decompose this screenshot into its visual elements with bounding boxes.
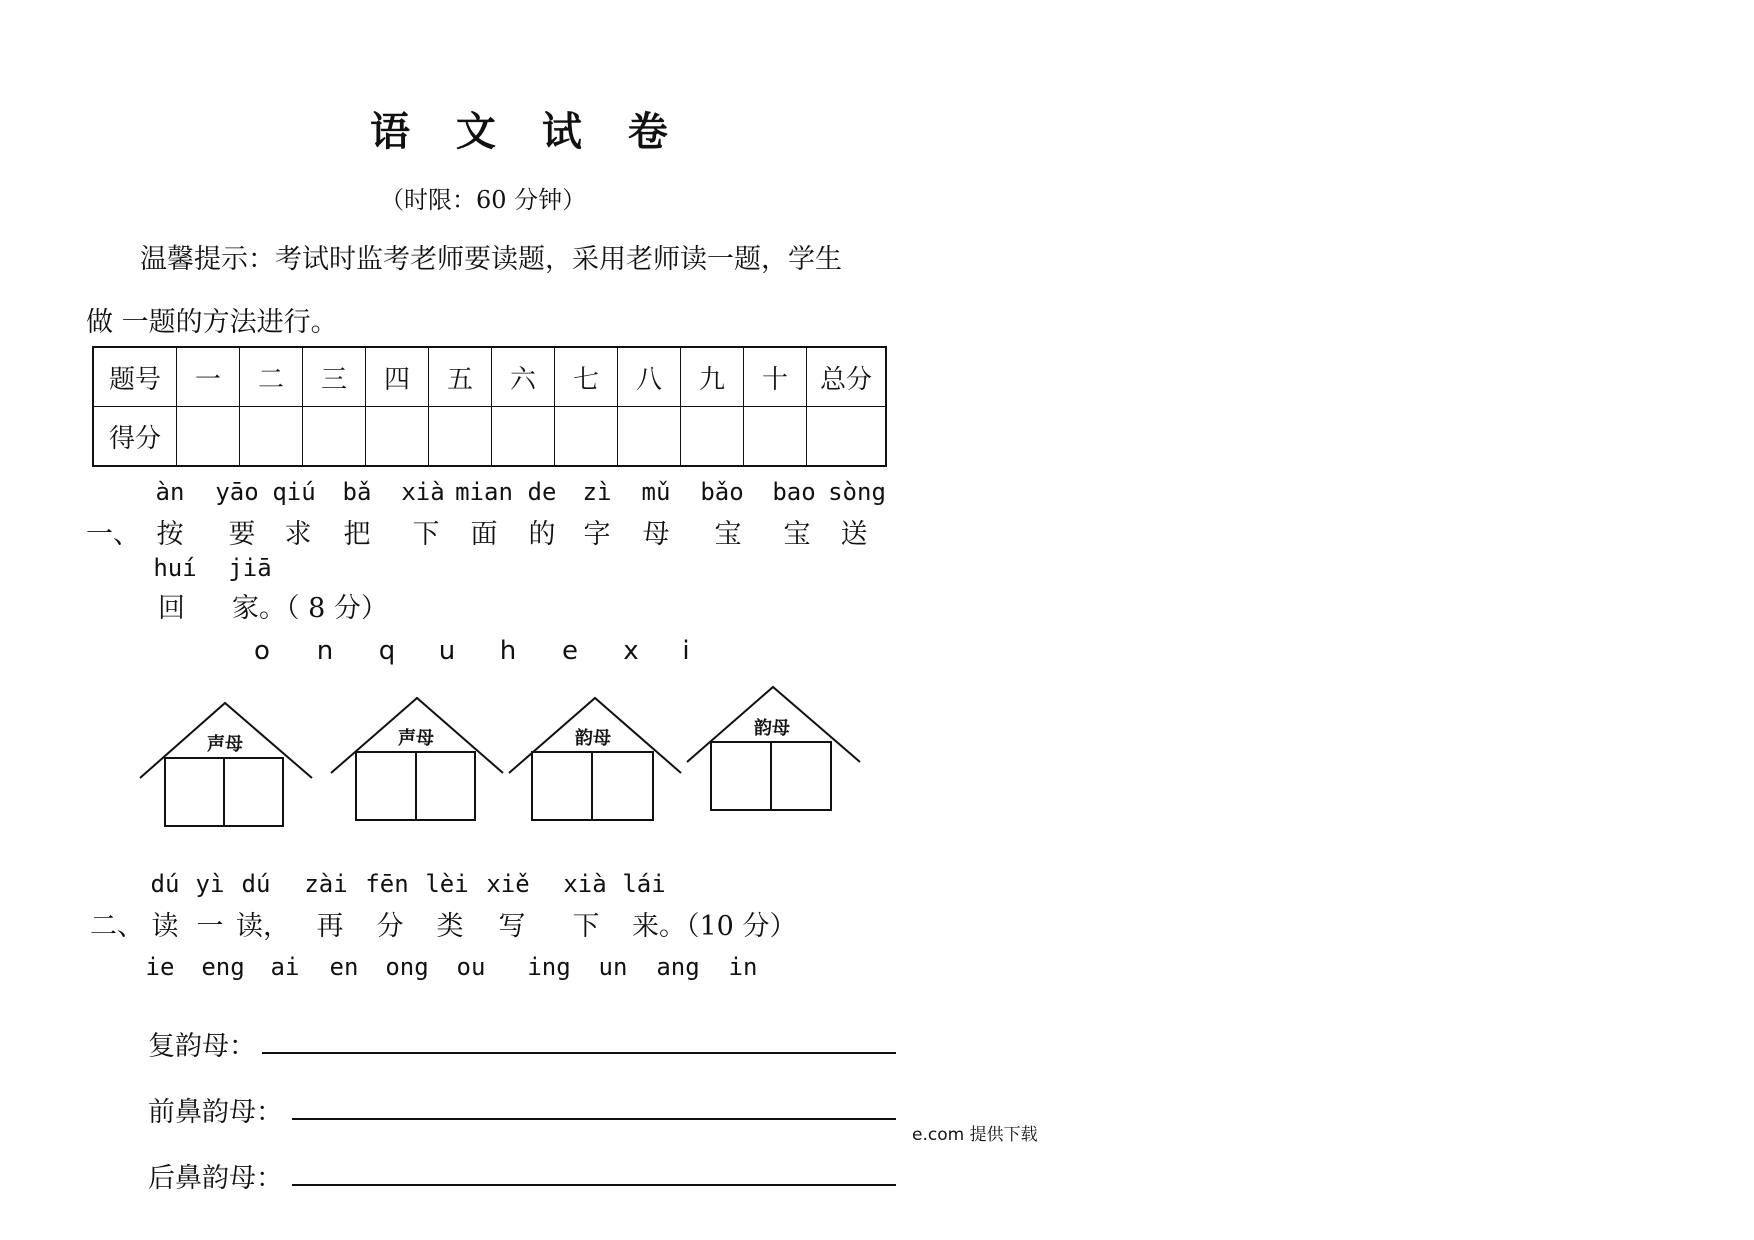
pinyin: xià bbox=[563, 870, 607, 898]
question-1-number: 一、 bbox=[86, 519, 140, 550]
exam-title: 语 文 试 卷 bbox=[370, 108, 684, 155]
pinyin: dú bbox=[241, 870, 271, 898]
character: 再 bbox=[316, 911, 344, 942]
question-number-cell: 二 bbox=[240, 347, 303, 407]
letter: x bbox=[623, 636, 639, 666]
pinyin: zì bbox=[582, 478, 612, 506]
pinyin: huí bbox=[153, 554, 197, 582]
pinyin: bǎ bbox=[342, 478, 372, 506]
header-label-cell: 题号 bbox=[93, 347, 177, 407]
question-2-number: 二、 bbox=[90, 911, 144, 942]
fill-label-front-nasal-finals: 前鼻韵母： bbox=[148, 1097, 283, 1128]
time-limit: （时限：60 分钟） bbox=[380, 186, 587, 214]
character: 宝 bbox=[714, 519, 742, 550]
letter: h bbox=[499, 636, 517, 666]
question-number-cell: 一 bbox=[177, 347, 240, 407]
character: 回 bbox=[158, 593, 185, 624]
character: 送 bbox=[840, 519, 868, 550]
question-number-cell: 九 bbox=[681, 347, 744, 407]
answer-line-front-nasal-finals[interactable] bbox=[292, 1118, 896, 1120]
pinyin: yāo bbox=[215, 478, 259, 506]
character: 的 bbox=[528, 519, 556, 550]
character: 分 bbox=[376, 911, 404, 942]
final: eng bbox=[201, 953, 245, 981]
answer-line-back-nasal-finals[interactable] bbox=[292, 1184, 896, 1186]
house-3 bbox=[509, 698, 681, 820]
fill-label-compound-finals: 复韵母： bbox=[148, 1031, 256, 1062]
letter: n bbox=[316, 636, 334, 666]
final: ang bbox=[656, 953, 700, 981]
character: 下 bbox=[412, 519, 440, 550]
score-label-cell: 得分 bbox=[93, 407, 177, 467]
character: 读 bbox=[151, 911, 179, 942]
total-label-cell: 总分 bbox=[807, 347, 887, 407]
character: 一 bbox=[196, 911, 224, 942]
pinyin: xiě bbox=[486, 870, 530, 898]
watermark: e.com 提供下载 bbox=[912, 1125, 1038, 1145]
character: 按 bbox=[156, 519, 184, 550]
house-label: 韵母 bbox=[754, 718, 790, 739]
question-number-cell: 三 bbox=[303, 347, 366, 407]
pinyin: mian bbox=[455, 478, 513, 506]
character: 来。（10 分） bbox=[632, 911, 797, 942]
letter: q bbox=[378, 636, 396, 666]
question-number-cell: 七 bbox=[555, 347, 618, 407]
pinyin: lái bbox=[622, 870, 666, 898]
pinyin: qiú bbox=[272, 478, 316, 506]
character: 母 bbox=[642, 519, 670, 550]
pinyin: àn bbox=[155, 478, 185, 506]
pinyin: zài bbox=[304, 870, 348, 898]
character: 下 bbox=[572, 911, 600, 942]
character: 面 bbox=[470, 519, 498, 550]
final: ai bbox=[270, 953, 300, 981]
letter: e bbox=[562, 636, 578, 666]
house-2 bbox=[331, 698, 503, 820]
pinyin: bao bbox=[772, 478, 816, 506]
fill-label-back-nasal-finals: 后鼻韵母： bbox=[148, 1163, 283, 1194]
letter: u bbox=[438, 636, 456, 666]
house-1 bbox=[140, 703, 312, 826]
pinyin: de bbox=[527, 478, 557, 506]
character: 要 bbox=[228, 519, 256, 550]
house-4 bbox=[687, 687, 860, 810]
character: 写 bbox=[498, 911, 526, 942]
tip-line-2: 做 一题的方法进行。 bbox=[86, 307, 338, 338]
character: 把 bbox=[343, 519, 371, 550]
question-number-cell: 四 bbox=[366, 347, 429, 407]
character: 宝 bbox=[783, 519, 811, 550]
pinyin: sòng bbox=[828, 478, 886, 506]
character: 类 bbox=[436, 911, 464, 942]
final: en bbox=[329, 953, 359, 981]
pinyin: yì bbox=[195, 870, 225, 898]
final: in bbox=[728, 953, 758, 981]
character: 字 bbox=[583, 519, 611, 550]
house-label: 声母 bbox=[207, 734, 243, 755]
final: un bbox=[598, 953, 628, 981]
house-label: 声母 bbox=[398, 728, 434, 749]
letter: o bbox=[254, 636, 270, 666]
pinyin: fēn bbox=[365, 870, 409, 898]
answer-line-compound-finals[interactable] bbox=[262, 1052, 896, 1054]
pinyin: xià bbox=[401, 478, 445, 506]
question-number-cell: 十 bbox=[744, 347, 807, 407]
final: ou bbox=[456, 953, 486, 981]
final: ie bbox=[145, 953, 175, 981]
pinyin: bǎo bbox=[700, 478, 744, 506]
question-number-cell: 八 bbox=[618, 347, 681, 407]
pinyin: dú bbox=[150, 870, 180, 898]
pinyin: mǔ bbox=[641, 478, 671, 506]
letter: i bbox=[682, 636, 690, 666]
question-number-cell: 五 bbox=[429, 347, 492, 407]
pinyin: jiā bbox=[228, 554, 272, 582]
tip-line-1: 温馨提示：考试时监考老师要读题，采用老师读一题，学生 bbox=[140, 244, 842, 275]
pinyin: lèi bbox=[425, 870, 469, 898]
character: 求 bbox=[284, 519, 312, 550]
question-number-cell: 六 bbox=[492, 347, 555, 407]
final: ing bbox=[527, 953, 571, 981]
character: 读， bbox=[236, 911, 290, 942]
house-label: 韵母 bbox=[575, 728, 611, 749]
character: 家。（ 8 分） bbox=[232, 593, 388, 624]
final: ong bbox=[385, 953, 429, 981]
